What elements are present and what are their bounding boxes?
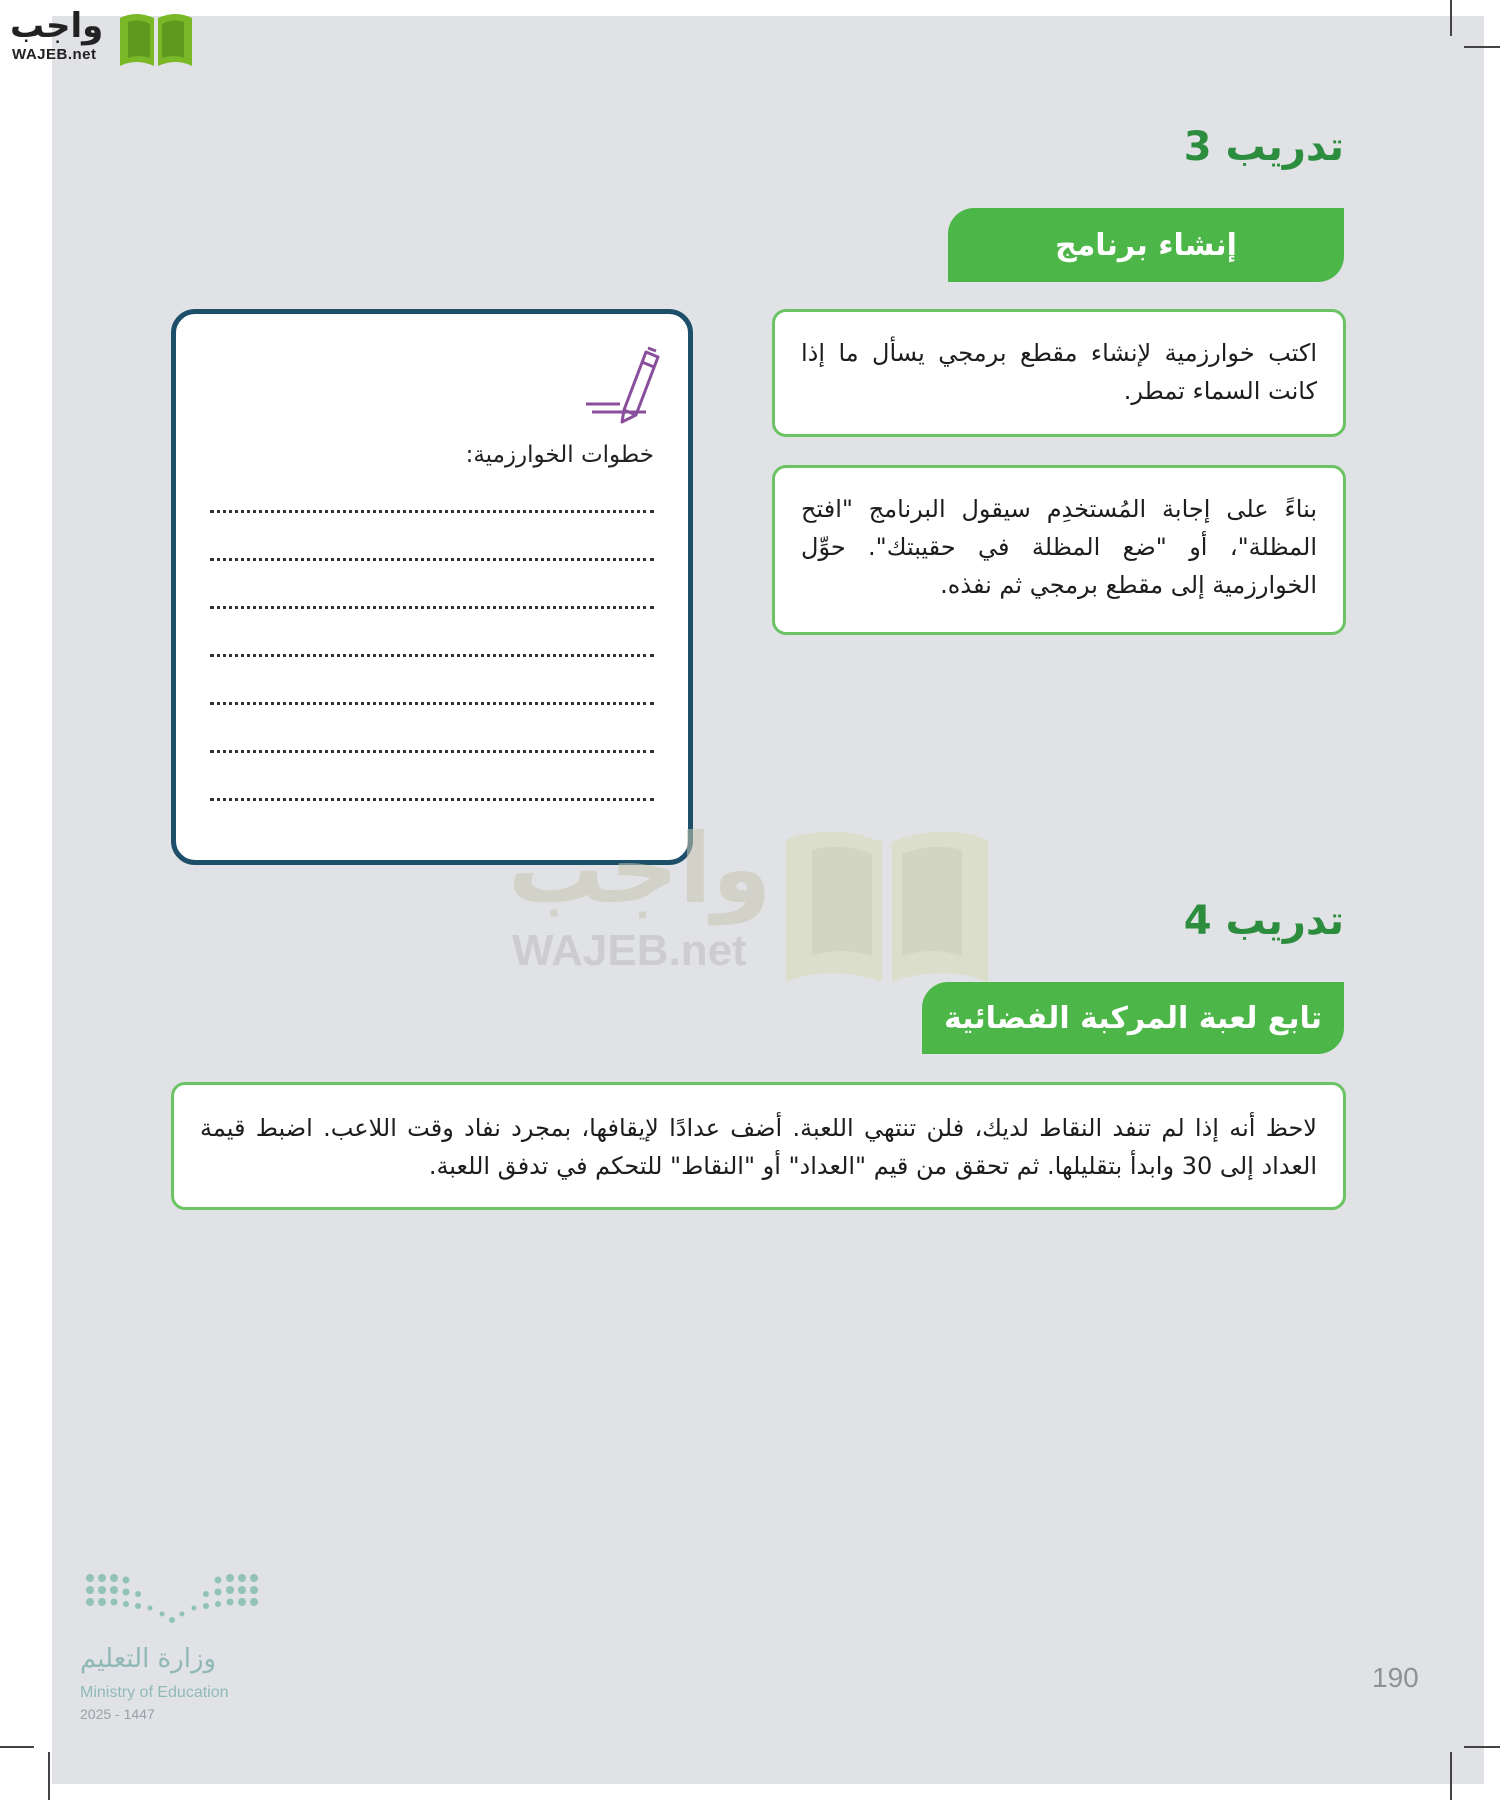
exercise-3-instruction-2	[772, 465, 1346, 635]
watermark-text-arabic: واجب	[508, 813, 772, 925]
crop-mark	[48, 1752, 50, 1800]
wajeb-watermark	[508, 814, 1008, 984]
ministry-dots-icon	[82, 1570, 262, 1630]
logo-text-english: WAJEB.net	[12, 46, 97, 63]
exercise-3-instruction-1	[772, 309, 1346, 437]
watermark-text-english: WAJEB.net	[512, 926, 747, 975]
exercise-3-title: تدريب 3	[1183, 124, 1344, 170]
exercise-4-tab: تابع لعبة المركبة الفضائية	[922, 982, 1344, 1054]
crop-mark	[1450, 0, 1452, 36]
crop-mark	[0, 1746, 34, 1748]
answer-line[interactable]	[210, 510, 654, 513]
algorithm-steps-label: خطوات الخوارزمية:	[465, 442, 654, 468]
book-icon	[116, 8, 196, 68]
page-number: 190	[1372, 1662, 1419, 1693]
pencil-icon	[584, 338, 660, 424]
ministry-year: 2025 - 1447	[80, 1706, 155, 1722]
exercise-3-tab: إنشاء برنامج	[948, 208, 1344, 282]
logo-text-arabic: واجب	[10, 6, 104, 46]
crop-mark	[1450, 1752, 1452, 1800]
exercise-4-title: تدريب 4	[1183, 898, 1344, 944]
answer-line[interactable]	[210, 702, 654, 705]
exercise-4-instruction	[171, 1082, 1346, 1210]
crop-mark	[1464, 1746, 1500, 1748]
crop-mark	[1464, 46, 1500, 48]
answer-line[interactable]	[210, 654, 654, 657]
exercise-4-text: لاحظ أنه إذا لم تنفد النقاط لديك، فلن تنتهي اللعبة. أضف عدادًا لإيقافها، بمجرد نفاد وقت اللاعب. اضبط قيمة العداد إلى 30 وابدأ بتقليلها. ثم تحقق من قيم "العداد" أو "النقاط" للتحكم في تدفق اللعبة.	[200, 1114, 1317, 1180]
instruction-2-text: بناءً على إجابة المُستخدِم سيقول البرنامج "افتح المظلة"، أو "ضع المظلة في حقيبتك". حوِّل الخوارزمية إلى مقطع برمجي ثم نفذه.	[801, 495, 1317, 599]
instruction-1-text: اكتب خوارزمية لإنشاء مقطع برمجي يسأل ما إذا كانت السماء تمطر.	[801, 339, 1317, 405]
ministry-of-education-logo	[78, 1570, 278, 1730]
wajeb-logo[interactable]	[10, 4, 190, 68]
ministry-name-arabic: وزارة التعليم	[80, 1644, 217, 1674]
algorithm-answer-box[interactable]	[171, 309, 693, 865]
answer-line[interactable]	[210, 798, 654, 801]
ministry-name-english: Ministry of Education	[80, 1684, 229, 1701]
answer-line[interactable]	[210, 750, 654, 753]
watermark-book-icon	[772, 816, 1002, 984]
answer-line[interactable]	[210, 606, 654, 609]
answer-line[interactable]	[210, 558, 654, 561]
